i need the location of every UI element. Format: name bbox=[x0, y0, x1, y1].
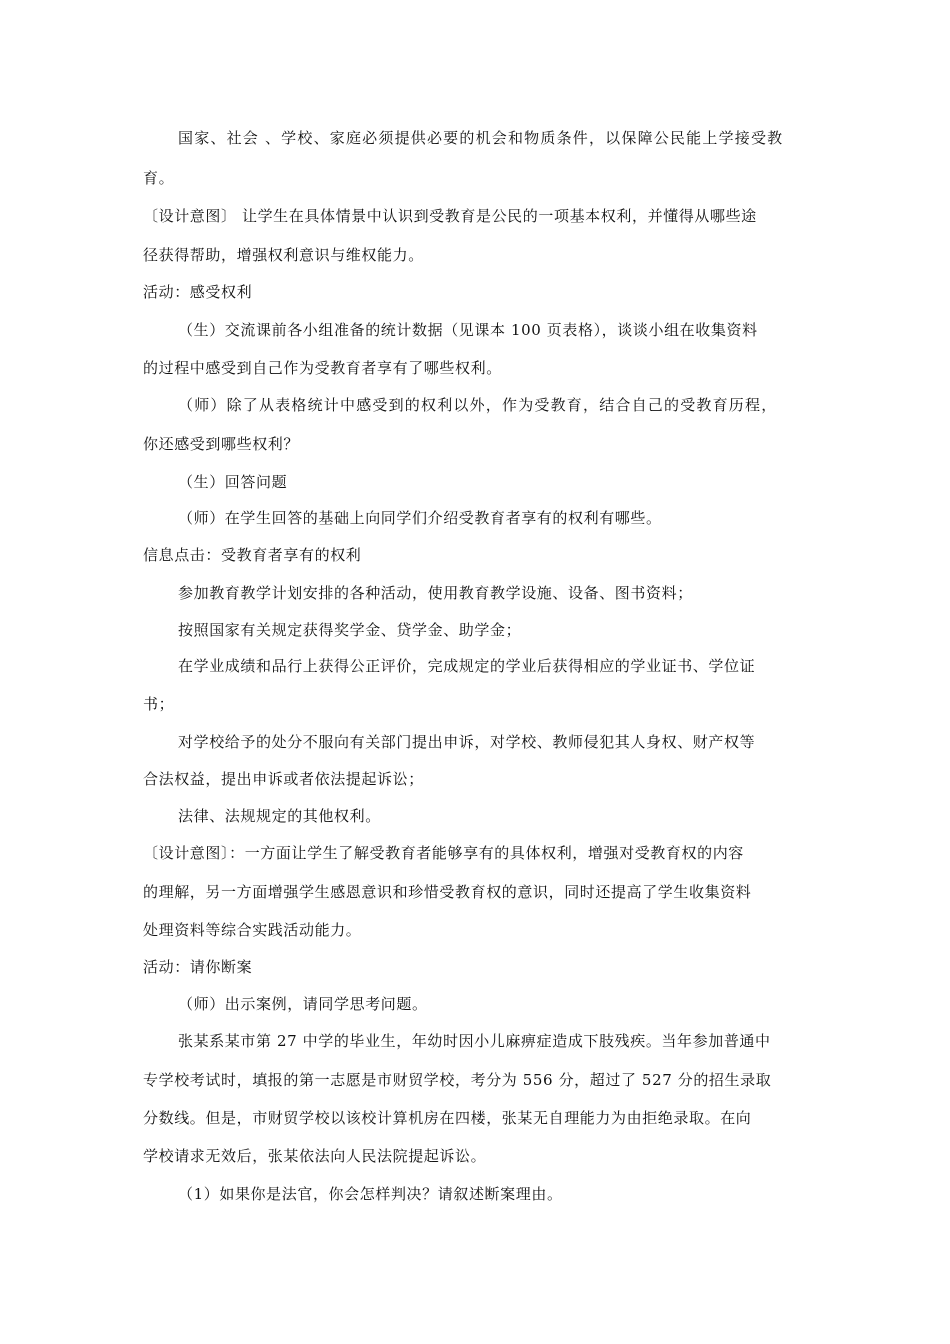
list-item: 对学校给予的处分不服向有关部门提出申诉，对学校、教师侵犯其人身权、财产权等 bbox=[178, 733, 756, 751]
case-paragraph-line: 张某系某市第 27 中学的毕业生，年幼时因小儿麻痹症造成下肢残疾。当年参加普通中 bbox=[178, 1032, 771, 1050]
case-paragraph-line: 学校请求无效后，张某依法向人民法院提起诉讼。 bbox=[143, 1147, 487, 1165]
list-item: 法律、法规规定的其他权利。 bbox=[178, 807, 381, 825]
paragraph-line: 国家、社会 、学校、家庭必须提供必要的机会和物质条件，以保障公民能上学接受教 bbox=[178, 129, 784, 147]
list-item: 参加教育教学计划安排的各种活动，使用教育教学设施、设备、图书资料； bbox=[178, 584, 693, 602]
paragraph-line: （生）交流课前各小组准备的统计数据（见课本 100 页表格），谈谈小组在收集资料 bbox=[178, 321, 758, 339]
paragraph-line: （师）出示案例，请同学思考问题。 bbox=[178, 995, 428, 1013]
paragraph-line: 的过程中感受到自己作为受教育者享有了哪些权利。 bbox=[143, 359, 502, 377]
activity-heading: 活动：感受权利 bbox=[143, 283, 253, 301]
design-intent-line: 〔设计意图〕 让学生在具体情景中认识到受教育是公民的一项基本权利，并懂得从哪些途 bbox=[143, 207, 757, 225]
paragraph-line: 你还感受到哪些权利？ bbox=[143, 435, 300, 453]
info-heading: 信息点击：受教育者享有的权利 bbox=[143, 546, 362, 564]
list-item: 书； bbox=[143, 695, 175, 713]
paragraph-line: 的理解，另一方面增强学生感恩意识和珍惜受教育权的意识，同时还提高了学生收集资料 bbox=[143, 883, 752, 901]
paragraph-line: （师）除了从表格统计中感受到的权利以外，作为受教育，结合自己的受教育历程， bbox=[178, 396, 778, 414]
paragraph-line: （师）在学生回答的基础上向同学们介绍受教育者享有的权利有哪些。 bbox=[178, 509, 662, 527]
paragraph-line: 育。 bbox=[143, 169, 175, 187]
case-paragraph-line: 分数线。但是，市财贸学校以该校计算机房在四楼，张某无自理能力为由拒绝录取。在向 bbox=[143, 1109, 752, 1127]
activity-heading: 活动：请你断案 bbox=[143, 958, 253, 976]
paragraph-line: （生）回答问题 bbox=[178, 473, 288, 491]
design-intent-line: 〔设计意图〕：一方面让学生了解受教育者能够享有的具体权利，增强对受教育权的内容 bbox=[143, 844, 744, 862]
question-line: （1）如果你是法官，你会怎样判决？请叙述断案理由。 bbox=[178, 1185, 563, 1203]
paragraph-line: 径获得帮助，增强权利意识与维权能力。 bbox=[143, 246, 424, 264]
list-item: 按照国家有关规定获得奖学金、贷学金、助学金； bbox=[178, 621, 522, 639]
case-paragraph-line: 专学校考试时，填报的第一志愿是市财贸学校，考分为 556 分，超过了 527 分的招生录取 bbox=[143, 1071, 772, 1089]
list-item: 在学业成绩和品行上获得公正评价，完成规定的学业后获得相应的学业证书、学位证 bbox=[178, 657, 756, 675]
paragraph-line: 处理资料等综合实践活动能力。 bbox=[143, 921, 362, 939]
list-item: 合法权益，提出申诉或者依法提起诉讼； bbox=[143, 770, 424, 788]
